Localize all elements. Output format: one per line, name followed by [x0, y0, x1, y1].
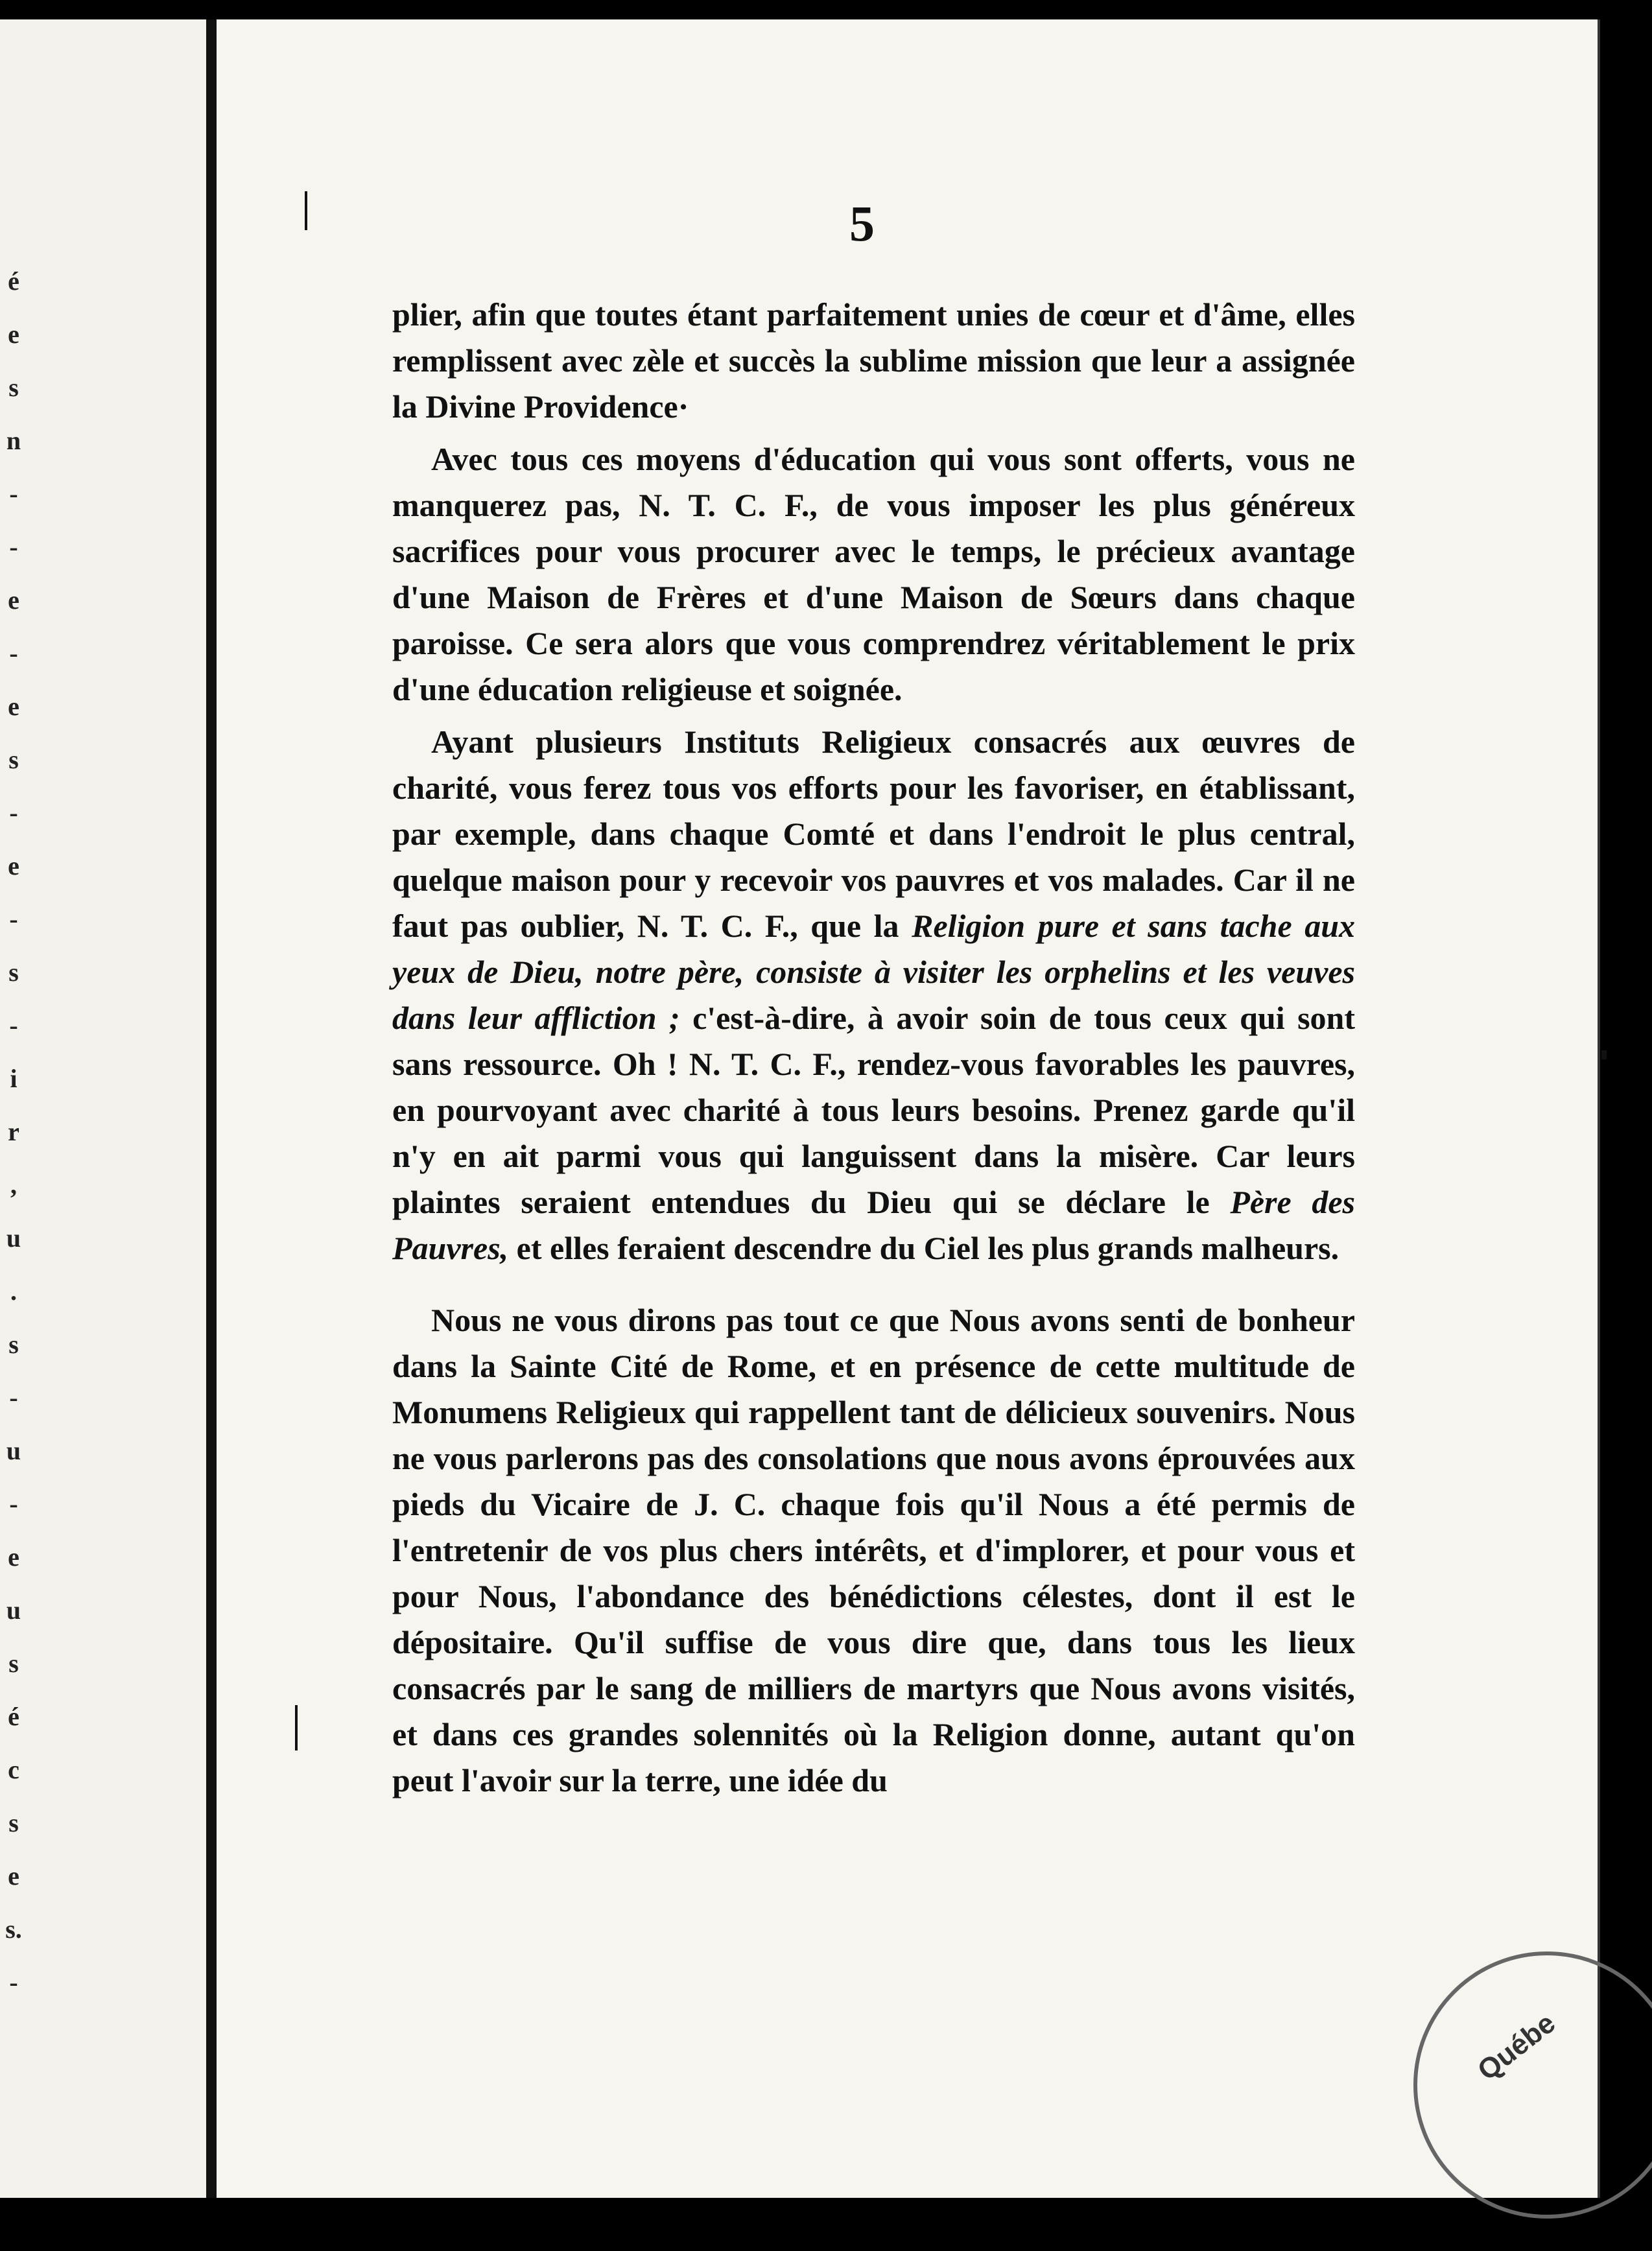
left-page-fragment: - [9, 1968, 18, 1997]
left-page-fragment: u [6, 1223, 21, 1253]
paragraph [392, 1297, 1355, 1804]
left-page-fragment: e [8, 851, 19, 880]
left-page-fragment: i [10, 1064, 18, 1093]
left-page-fragment: - [9, 1011, 18, 1040]
left-page-fragment: e [8, 320, 19, 349]
left-page-fragment: é [8, 266, 19, 296]
paragraph [392, 436, 1355, 713]
left-page-edge [0, 19, 206, 2198]
left-page-fragment: s. [5, 1915, 22, 1944]
left-page-fragment: s [8, 1808, 19, 1837]
left-page-fragment: e [8, 1861, 19, 1891]
italic-text: Religion pure et sans tache aux yeux de Dieu, notre père, consiste à visiter les orphelins et les veuves dans leur affliction ; [392, 908, 1356, 1036]
left-page-fragment: c [8, 1755, 19, 1784]
italic-text: Père des Pauvres, [392, 1184, 1356, 1266]
left-page-fragment: s [8, 958, 19, 987]
text-run: c'est-à-dire, à avoir soin de tous ceux qui sont sans ressource. Oh ! N. T. C. F., rendez-vous favorables les pauvres, en pourvoyant avec charité à tous leurs besoins. Prenez garde qu'il n'y en ait parmi vous qui languissent dans la misère. Car leurs plaintes seraient entendues du Dieu qui se déclare le [392, 1000, 1355, 1220]
left-page-fragment: e [8, 692, 19, 721]
left-page-fragment: u [6, 1596, 21, 1625]
paragraph [392, 719, 1355, 1271]
left-page-fragment: s [8, 745, 19, 774]
left-page-fragment: . [10, 1277, 17, 1306]
stamp-text: Québe [1472, 2007, 1562, 2087]
margin-mark [305, 191, 307, 230]
text-run: Avec tous ces moyens d'éducation qui vous sont offerts, vous ne manquerez pas, N. T. C. F., de vous imposer les plus généreux sacrifices pour vous procurer avec le temps, le précieux avantage d'une Maison de Frères et d'une Maison de Sœurs dans chaque paroisse. Ce sera alors que vous comprendrez véritablement le prix d'une éducation religieuse et soignée. [392, 441, 1355, 707]
left-page-fragment: s [8, 1649, 19, 1678]
body-text [392, 292, 1355, 1804]
left-page-fragment: r [8, 1117, 19, 1146]
text-run: Ayant plusieurs Instituts Religieux consacrés aux œuvres de charité, vous ferez tous vos efforts pour les favoriser, en établissant, par exemple, dans chaque Comté et dans l'endroit le plus central, quelque maison pour y recevoir vos pauvres et vos malades. Car il ne faut pas oublier, N. T. C. F., que la [392, 724, 1355, 944]
text-run: plier, afin que toutes étant parfaitement unies de cœur et d'âme, elles remplissent avec zèle et succès la sublime mission que leur a assignée la Divine Providence· [392, 296, 1355, 425]
left-page-fragment: - [9, 904, 18, 934]
left-page-fragment: u [6, 1436, 21, 1465]
left-page-fragment: - [9, 479, 18, 508]
margin-mark [1601, 1050, 1607, 1059]
left-page-fragment: - [9, 1489, 18, 1518]
paragraph [392, 292, 1355, 430]
margin-mark [295, 1705, 298, 1750]
left-page-fragment: - [9, 532, 18, 561]
left-page-fragment: s [8, 373, 19, 402]
page-edge-line [1598, 19, 1600, 2198]
left-page-fragment: e [8, 1542, 19, 1572]
text-run: Nous ne vous dirons pas tout ce que Nous avons senti de bonheur dans la Sainte Cité de Rome, et en présence de cette multitude de Monumens Religieux qui rappellent tant de délicieux souvenirs. Nous ne vous parlerons pas des consolations que nous avons éprouvées aux pieds du Vicaire de J. C. chaque fois qu'il Nous a été permis de l'entretenir de vos plus chers intérêts, et d'implorer, et pour vous et pour Nous, l'abondance des bénédictions célestes, dont il est le dépositaire. Qu'il suffise de vous dire que, dans tous les lieux consacrés par le sang de milliers de martyrs que Nous avons visités, et dans ces grandes solennités où la Religion donne, autant qu'on peut l'avoir sur la terre, une idée du [392, 1302, 1355, 1798]
left-page-fragment: - [9, 798, 18, 827]
left-page-fragment: s [8, 1330, 19, 1359]
left-page-fragment: , [10, 1170, 17, 1199]
book-spine [206, 19, 217, 2198]
left-page-fragment: n [6, 426, 21, 455]
left-page-fragment: - [9, 639, 18, 668]
page-number: 5 [849, 195, 875, 252]
left-page-fragment: - [9, 1383, 18, 1412]
text-run: et elles feraient descendre du Ciel les plus grands malheurs. [508, 1230, 1339, 1266]
left-page-fragment: é [8, 1702, 19, 1731]
left-page-fragment: e [8, 585, 19, 615]
